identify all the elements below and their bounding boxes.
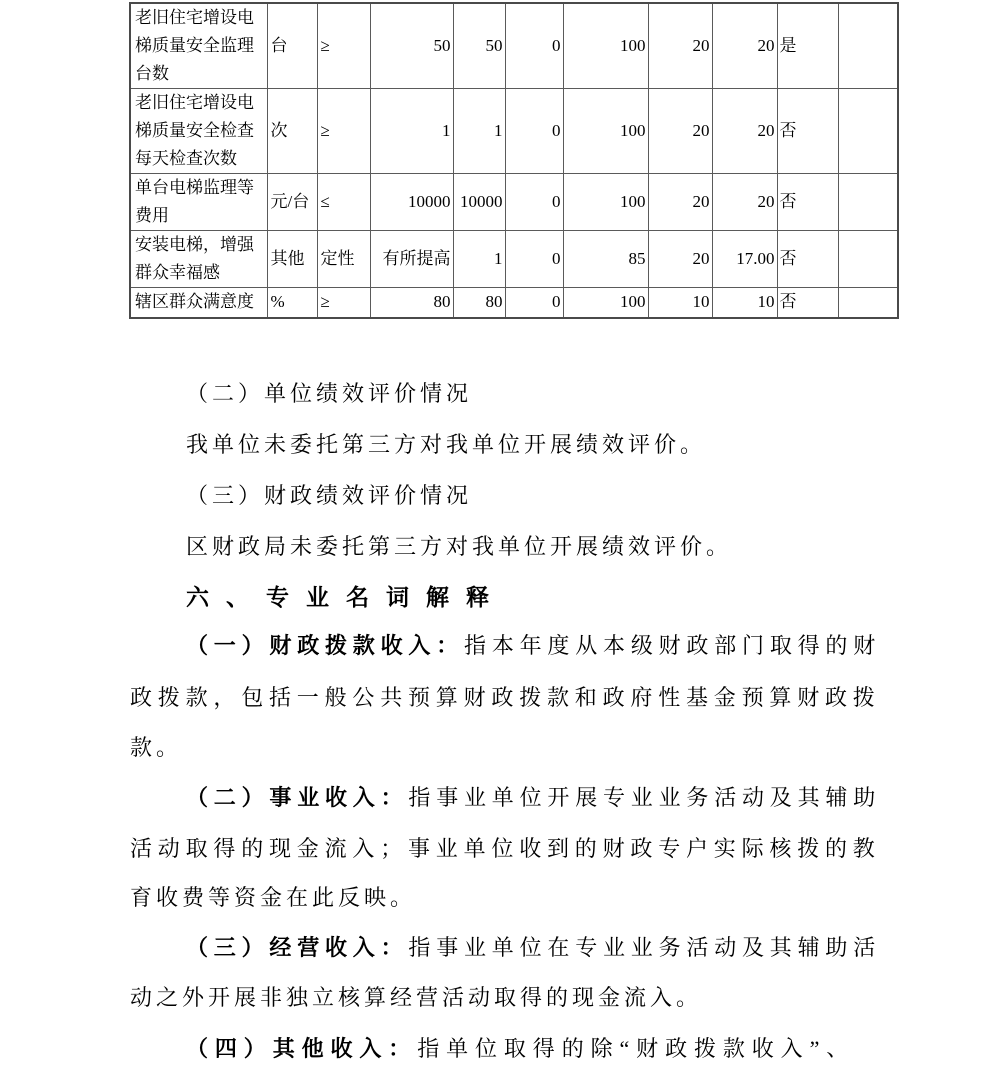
empty-cell <box>838 89 898 174</box>
weight-cell: 10 <box>648 288 712 318</box>
indicator-name-cell: 单台电梯监理等费用 <box>130 174 267 231</box>
paragraph-line <box>130 772 936 824</box>
score-cell: 20 <box>712 174 777 231</box>
heading-text: （三）财政绩效评价情况 <box>186 483 473 508</box>
score-cell: 20 <box>712 3 777 89</box>
empty-cell <box>838 174 898 231</box>
flag-cell: 是 <box>777 3 838 89</box>
heading-text: （二）单位绩效评价情况 <box>186 381 473 406</box>
target-value-cell: 50 <box>370 3 453 89</box>
section-heading <box>130 368 936 420</box>
paragraph-line <box>130 620 936 672</box>
weight-cell: 20 <box>648 174 712 231</box>
body-text: 我单位未委托第三方对我单位开展绩效评价。 <box>186 432 707 457</box>
paragraph-line <box>130 922 936 974</box>
weight-cell: 20 <box>648 89 712 174</box>
flag-cell: 否 <box>777 231 838 288</box>
target-value-cell: 10000 <box>370 174 453 231</box>
actual-value-cell: 1 <box>453 231 505 288</box>
paragraph-line <box>130 722 880 774</box>
paragraph-line <box>130 521 936 573</box>
paragraph-line <box>130 972 880 1024</box>
score-cell: 20 <box>712 89 777 174</box>
operator-cell: ≥ <box>317 89 370 174</box>
empty-cell <box>838 288 898 318</box>
section-heading <box>130 470 936 522</box>
deviation-cell: 0 <box>505 174 563 231</box>
body-text: 活动取得的现金流入；事业单位收到的财政专户实际核拨的教 <box>130 836 881 861</box>
body-text: 指事业单位开展专业业务活动及其辅助 <box>408 785 882 810</box>
deviation-cell: 0 <box>505 288 563 318</box>
term-label: （一）财政拨款收入： <box>186 633 465 658</box>
term-label: （三）经营收入： <box>186 935 409 960</box>
weight-cell: 20 <box>648 3 712 89</box>
rate-cell: 100 <box>563 288 648 318</box>
actual-value-cell: 50 <box>453 3 505 89</box>
paragraph-line <box>130 872 880 924</box>
actual-value-cell: 1 <box>453 89 505 174</box>
table-row <box>130 3 898 89</box>
unit-cell: 次 <box>267 89 317 174</box>
empty-cell <box>838 3 898 89</box>
table-row <box>130 89 898 174</box>
rate-cell: 85 <box>563 231 648 288</box>
flag-cell: 否 <box>777 89 838 174</box>
unit-cell: 元/台 <box>267 174 317 231</box>
paragraph-line <box>130 672 880 724</box>
deviation-cell: 0 <box>505 231 563 288</box>
indicator-name-cell: 安装电梯，增强群众幸福感 <box>130 231 267 288</box>
paragraph-line <box>130 419 936 471</box>
indicator-name-cell: 辖区群众满意度 <box>130 288 267 318</box>
body-text: 区财政局未委托第三方对我单位开展绩效评价。 <box>186 534 733 559</box>
heading-text: 六、专业名词解释 <box>186 584 506 610</box>
empty-cell <box>838 231 898 288</box>
actual-value-cell: 80 <box>453 288 505 318</box>
body-text: 育收费等资金在此反映。 <box>130 885 417 910</box>
rate-cell: 100 <box>563 89 648 174</box>
chapter-heading <box>130 571 936 623</box>
target-value-cell: 有所提高 <box>370 231 453 288</box>
target-value-cell: 80 <box>370 288 453 318</box>
deviation-cell: 0 <box>505 3 563 89</box>
rate-cell: 100 <box>563 174 648 231</box>
target-value-cell: 1 <box>370 89 453 174</box>
operator-cell: 定性 <box>317 231 370 288</box>
flag-cell: 否 <box>777 288 838 318</box>
term-label: （二）事业收入： <box>186 785 409 810</box>
unit-cell: 台 <box>267 3 317 89</box>
paragraph-line <box>130 823 880 875</box>
table-row <box>130 231 898 288</box>
unit-cell: % <box>267 288 317 318</box>
performance-indicator-table <box>129 2 899 319</box>
operator-cell: ≥ <box>317 288 370 318</box>
score-cell: 17.00 <box>712 231 777 288</box>
body-text: 动之外开展非独立核算经营活动取得的现金流入。 <box>130 985 703 1010</box>
indicator-name-cell: 老旧住宅增设电梯质量安全检查每天检查次数 <box>130 89 267 174</box>
actual-value-cell: 10000 <box>453 174 505 231</box>
deviation-cell: 0 <box>505 89 563 174</box>
body-text: 款。 <box>130 735 183 760</box>
table-row <box>130 288 898 318</box>
term-label: （四）其他收入： <box>186 1036 418 1061</box>
body-text: 指本年度从本级财政部门取得的财 <box>464 633 882 658</box>
operator-cell: ≤ <box>317 174 370 231</box>
body-text: 指事业单位在专业业务活动及其辅助活 <box>408 935 882 960</box>
operator-cell: ≥ <box>317 3 370 89</box>
body-text: 政拨款，包括一般公共预算财政拨款和政府性基金预算财政拨 <box>130 685 881 710</box>
rate-cell: 100 <box>563 3 648 89</box>
indicator-name-cell: 老旧住宅增设电梯质量安全监理台数 <box>130 3 267 89</box>
score-cell: 10 <box>712 288 777 318</box>
unit-cell: 其他 <box>267 231 317 288</box>
weight-cell: 20 <box>648 231 712 288</box>
flag-cell: 否 <box>777 174 838 231</box>
table-row <box>130 174 898 231</box>
body-text: 指单位取得的除“财政拨款收入”、 <box>417 1036 856 1061</box>
paragraph-line <box>130 1023 936 1075</box>
